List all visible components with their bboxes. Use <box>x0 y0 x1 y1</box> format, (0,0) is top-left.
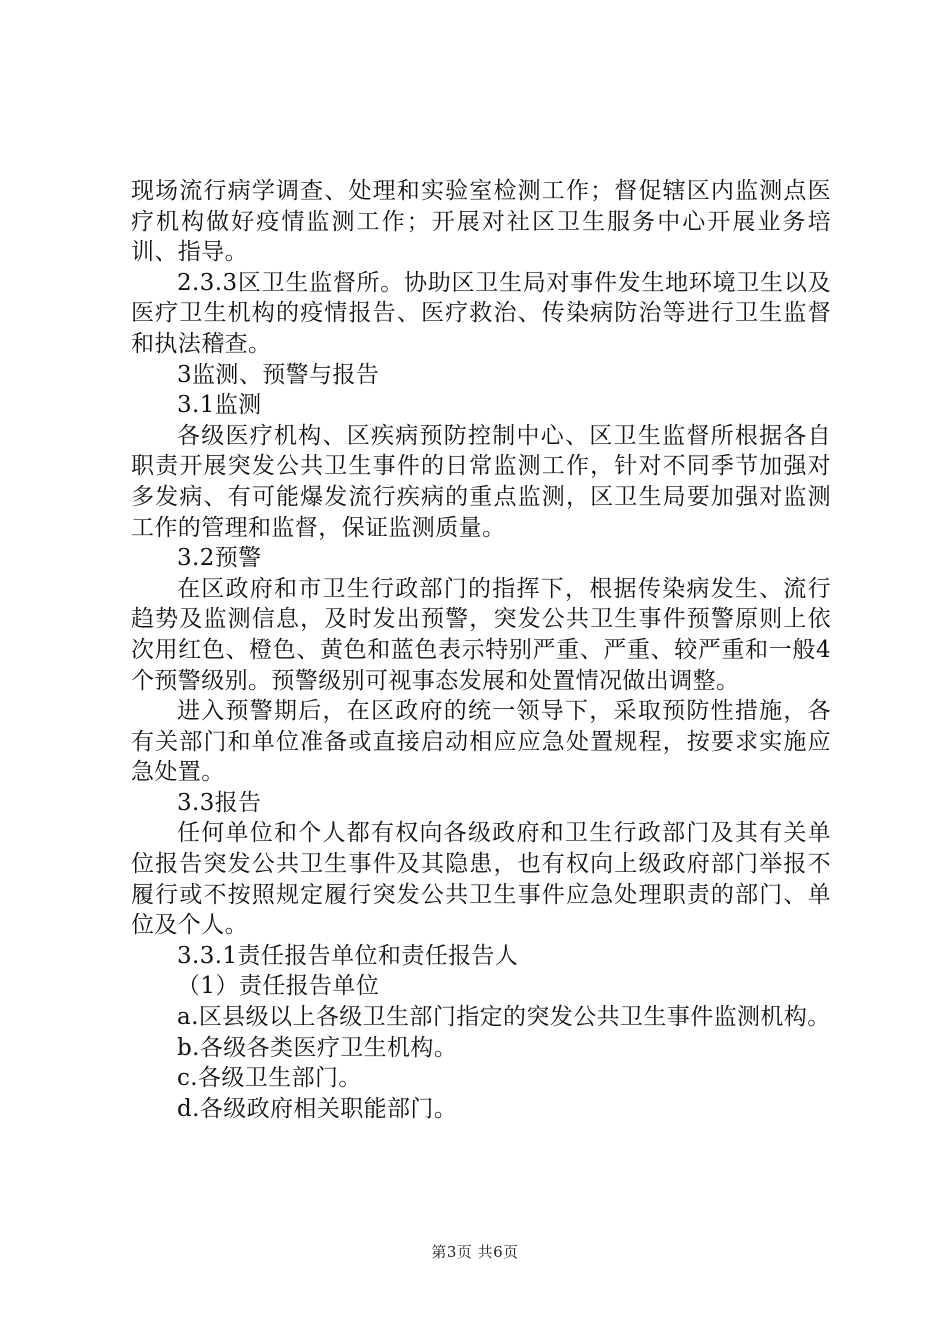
list-item-d: d.各级政府相关职能部门。 <box>177 1095 458 1122</box>
list-item-a: a.区县级以上各级卫生部门指定的突发公共卫生事件监测机构。 <box>177 1004 831 1031</box>
paragraph-warning-period: 进入预警期后，在区政府的统一领导下，采取预防性措施，各有关部门和单位准备或直接启动相应应急处置规程，按要求实施应急处置。 <box>131 698 831 786</box>
section-heading-3-3-1: 3.3.1责任报告单位和责任报告人 <box>177 942 519 969</box>
section-heading-3-3: 3.3报告 <box>177 789 262 816</box>
section-heading-3: 3监测、预警与报告 <box>177 361 380 388</box>
document-body <box>131 176 831 1124</box>
page-number-footer: 第3页 共6页 <box>431 1243 519 1261</box>
section-heading-3-2: 3.2预警 <box>177 545 262 572</box>
paragraph-warning: 在区政府和市卫生行政部门的指挥下，根据传染病发生、流行趋势及监测信息，及时发出预警，突发公共卫生事件预警原则上依次用红色、橙色、黄色和蓝色表示特别严重、严重、较严重和一般4个预警级别。预警级别可视事态发展和处置情况做出调整。 <box>131 575 831 694</box>
subheading-reporting-units: （1）责任报告单位 <box>177 973 380 1000</box>
list-item-b: b.各级各类医疗卫生机构。 <box>177 1034 458 1061</box>
paragraph-continuation: 现场流行病学调查、处理和实验室检测工作；督促辖区内监测点医疗机构做好疫情监测工作；开展对社区卫生服务中心开展业务培训、指导。 <box>131 178 831 266</box>
section-heading-3-1: 3.1监测 <box>177 392 262 419</box>
list-item-c: c.各级卫生部门。 <box>177 1065 362 1092</box>
paragraph-monitoring: 各级医疗机构、区疾病预防控制中心、区卫生监督所根据各自职责开展突发公共卫生事件的日常监测工作，针对不同季节加强对多发病、有可能爆发流行疾病的重点监测，区卫生局要加强对监测工作的管理和监督，保证监测质量。 <box>131 422 831 541</box>
paragraph-district-health-supervision: 2.3.3区卫生监督所。协助区卫生局对事件发生地环境卫生以及医疗卫生机构的疫情报告、医疗救治、传染病防治等进行卫生监督和执法稽查。 <box>131 269 831 357</box>
paragraph-reporting: 任何单位和个人都有权向各级政府和卫生行政部门及其有关单位报告突发公共卫生事件及其隐患，也有权向上级政府部门举报不履行或不按照规定履行突发公共卫生事件应急处理职责的部门、单位及个人。 <box>131 820 831 939</box>
